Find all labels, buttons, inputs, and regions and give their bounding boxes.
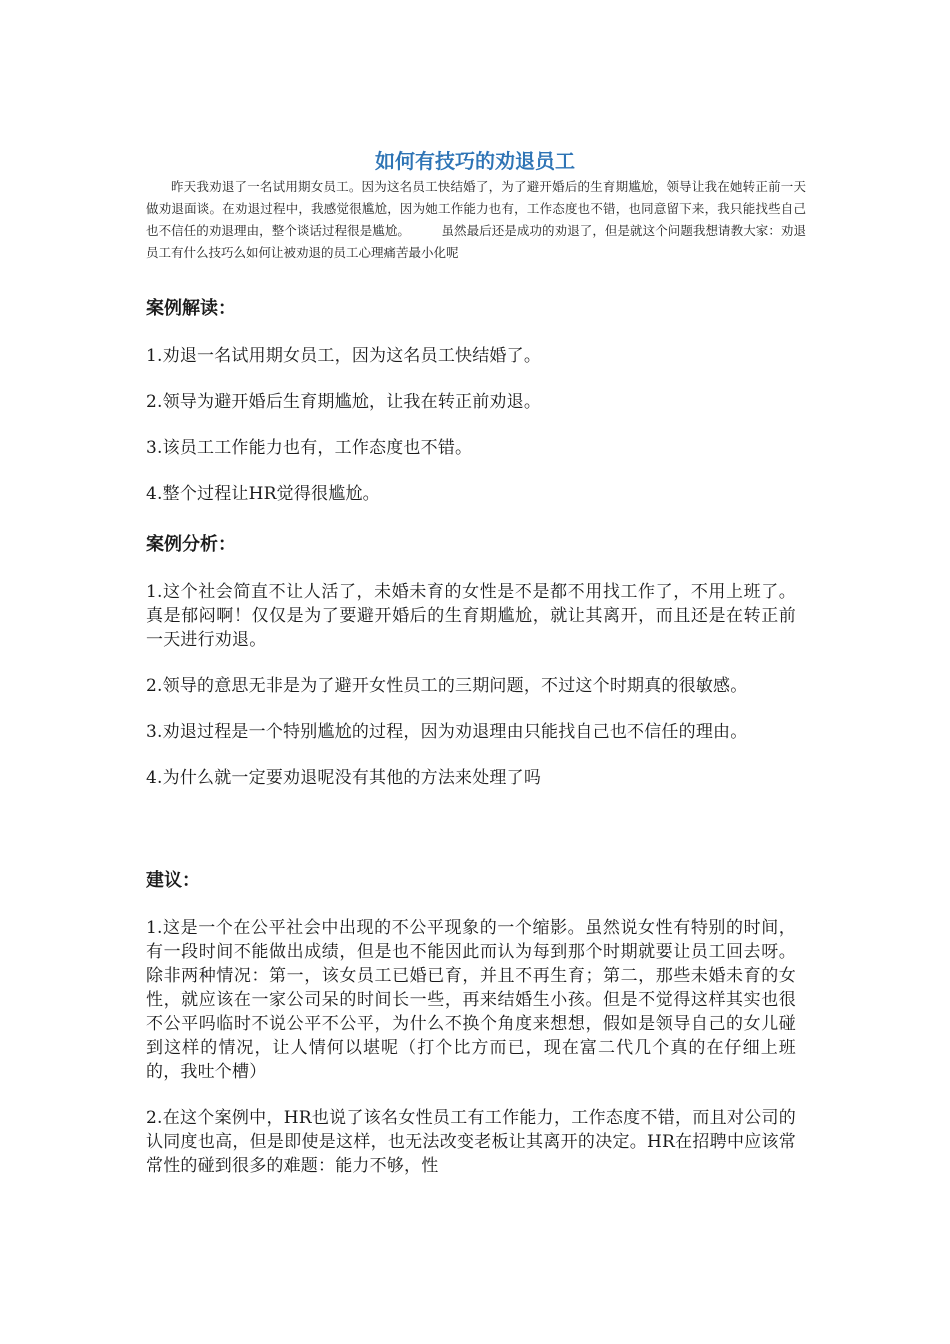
list-item: 2.领导的意思无非是为了避开女性员工的三期问题，不过这个时期真的很敏感。 bbox=[146, 676, 748, 696]
section-heading: 案例解读： bbox=[146, 298, 236, 319]
list-item: 2.在这个案例中，HR也说了该名女性员工有工作能力，工作态度不错，而且对公司的认同度也高，但是即使是这样，也无法改变老板让其离开的决定。HR在招聘中应该常常性的碰到很多的难题：能力不够，性 bbox=[146, 1108, 796, 1176]
section-heading: 案例分析： bbox=[146, 534, 236, 555]
section-case-analysis bbox=[146, 532, 796, 790]
document-title: 如何有技巧的劝退员工 bbox=[375, 149, 575, 173]
list-item: 4.为什么就一定要劝退呢没有其他的方法来处理了吗 bbox=[146, 768, 542, 788]
section-case-reading bbox=[146, 296, 796, 506]
list-item: 1.劝退一名试用期女员工，因为这名员工快结婚了。 bbox=[146, 346, 542, 366]
section-suggestions bbox=[146, 868, 796, 1178]
list-item: 2.领导为避开婚后生育期尴尬，让我在转正前劝退。 bbox=[146, 392, 542, 412]
list-item: 4.整个过程让HR觉得很尴尬。 bbox=[146, 484, 380, 504]
list-item: 1.这是一个在公平社会中出现的不公平现象的一个缩影。虽然说女性有特别的时间，有一段时间不能做出成绩，但是也不能因此而认为每到那个时期就要让员工回去呀。除非两种情况：第一，该女员工已婚已育，并且不再生育；第二，那些未婚未育的女性，就应该在一家公司呆的时间长一些，再来结婚生小孩。但是不觉得这样其实也很不公平吗临时不说公平不公平，为什么不换个角度来想想，假如是领导自己的女儿碰到这样的情况，让人情何以堪呢（打个比方而已，现在富二代几个真的在仔细上班的，我吐个槽） bbox=[146, 918, 796, 1082]
section-heading: 建议： bbox=[146, 870, 200, 891]
list-item: 3.劝退过程是一个特别尴尬的过程，因为劝退理由只能找自己也不信任的理由。 bbox=[146, 722, 748, 742]
list-item: 1.这个社会简直不让人活了，未婚未育的女性是不是都不用找工作了，不用上班了。真是郁闷啊！仅仅是为了要避开婚后的生育期尴尬，就让其离开，而且还是在转正前一天进行劝退。 bbox=[146, 582, 796, 650]
list-item: 3.该员工工作能力也有，工作态度也不错。 bbox=[146, 438, 473, 458]
intro-paragraph: 昨天我劝退了一名试用期女员工。因为这名员工快结婚了，为了避开婚后的生育期尴尬，领导让我在她转正前一天做劝退面谈。在劝退过程中，我感觉很尴尬，因为她工作能力也有，工作态度也不错，也同意留下来，我只能找些自己也不信任的劝退理由，整个谈话过程很是尴尬。 虽然最后还是成功的劝退了，但是就这个问题我想请教大家：劝退员工有什么技巧么如何让被劝退的员工心理痛苦最小化呢 bbox=[146, 179, 806, 260]
